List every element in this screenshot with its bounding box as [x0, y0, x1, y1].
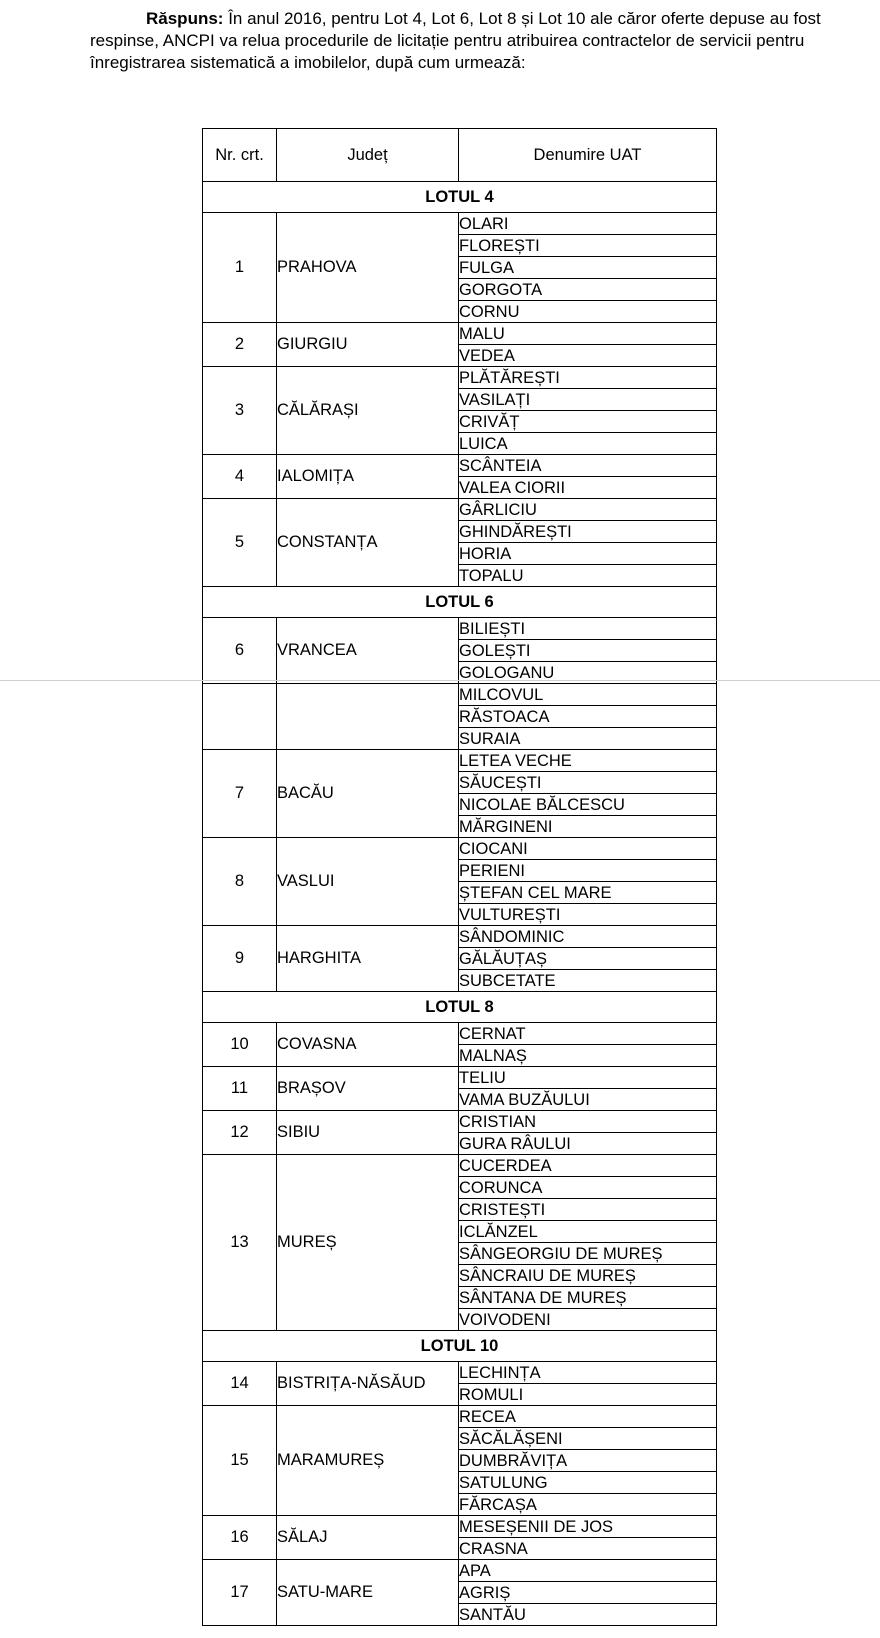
county-name: IALOMIȚA: [277, 455, 459, 499]
uat-name: ȘTEFAN CEL MARE: [459, 882, 717, 904]
uat-name: FLOREȘTI: [459, 235, 717, 257]
uat-name: CORNU: [459, 301, 717, 323]
uat-name: GORGOTA: [459, 279, 717, 301]
uat-name: SANTĂU: [459, 1604, 717, 1626]
uat-name: ICLĂNZEL: [459, 1221, 717, 1243]
row-number: 7: [203, 750, 277, 838]
county-name: COVASNA: [277, 1023, 459, 1067]
uat-name: VULTUREȘTI: [459, 904, 717, 926]
county-name: PRAHOVA: [277, 213, 459, 323]
county-name: CONSTANȚA: [277, 499, 459, 587]
lot-header-row: [203, 587, 717, 618]
row-number: 13: [203, 1155, 277, 1331]
county-name: [277, 684, 459, 750]
uat-name: SCÂNTEIA: [459, 455, 717, 477]
row-number: 16: [203, 1516, 277, 1560]
lot-title: LOTUL 10: [203, 1331, 717, 1362]
uat-name: VEDEA: [459, 345, 717, 367]
county-name: BRAȘOV: [277, 1067, 459, 1111]
uat-name: SÂNGEORGIU DE MUREȘ: [459, 1243, 717, 1265]
table-row: [203, 1516, 717, 1538]
row-number: 10: [203, 1023, 277, 1067]
uat-name: VAMA BUZĂULUI: [459, 1089, 717, 1111]
uat-name: GURA RÂULUI: [459, 1133, 717, 1155]
header-nr-crt: Nr. crt.: [203, 129, 277, 182]
intro-paragraph: [90, 8, 850, 74]
row-number: [203, 684, 277, 750]
intro-text: În anul 2016, pentru Lot 4, Lot 6, Lot 8 și Lot 10 ale căror oferte depuse au fost respinse, ANCPI va relua procedurile de licitație pentru atribuirea contractelor de servicii pentru înregistrarea sistematică a imobilelor, după cum urmează:: [90, 9, 821, 72]
uat-name: CORUNCA: [459, 1177, 717, 1199]
county-name: CĂLĂRAȘI: [277, 367, 459, 455]
lot-title: LOTUL 6: [203, 587, 717, 618]
lot-title: LOTUL 8: [203, 992, 717, 1023]
uat-name: TOPALU: [459, 565, 717, 587]
table-row: [203, 1406, 717, 1428]
uat-table: [202, 128, 717, 1626]
uat-name: SÂNDOMINIC: [459, 926, 717, 948]
county-name: VASLUI: [277, 838, 459, 926]
county-name: BISTRIȚA-NĂSĂUD: [277, 1362, 459, 1406]
table-row: [203, 1111, 717, 1133]
row-number: 14: [203, 1362, 277, 1406]
uat-name: PERIENI: [459, 860, 717, 882]
row-number: 1: [203, 213, 277, 323]
uat-name: GHINDĂREȘTI: [459, 521, 717, 543]
row-number: 17: [203, 1560, 277, 1626]
uat-name: ROMULI: [459, 1384, 717, 1406]
table-row: [203, 499, 717, 521]
county-name: VRANCEA: [277, 618, 459, 684]
uat-table-body: [203, 129, 717, 1626]
uat-name: FULGA: [459, 257, 717, 279]
intro-label: Răspuns:: [146, 9, 224, 28]
uat-name: HORIA: [459, 543, 717, 565]
table-row: [203, 1155, 717, 1177]
uat-name: CUCERDEA: [459, 1155, 717, 1177]
table-row: [203, 1067, 717, 1089]
table-row: [203, 1362, 717, 1384]
uat-name: GÂRLICIU: [459, 499, 717, 521]
table-row: [203, 838, 717, 860]
uat-name: MALU: [459, 323, 717, 345]
uat-name: MILCOVUL: [459, 684, 717, 706]
uat-name: OLARI: [459, 213, 717, 235]
uat-name: GOLEȘTI: [459, 640, 717, 662]
uat-name: CRIVĂȚ: [459, 411, 717, 433]
county-name: BACĂU: [277, 750, 459, 838]
row-number: 8: [203, 838, 277, 926]
uat-name: DUMBRĂVIȚA: [459, 1450, 717, 1472]
county-name: MUREȘ: [277, 1155, 459, 1331]
uat-name: VALEA CIORII: [459, 477, 717, 499]
uat-name: SATULUNG: [459, 1472, 717, 1494]
uat-name: LUICA: [459, 433, 717, 455]
row-number: 4: [203, 455, 277, 499]
county-name: HARGHITA: [277, 926, 459, 992]
uat-name: SÂNTANA DE MUREȘ: [459, 1287, 717, 1309]
uat-name: TELIU: [459, 1067, 717, 1089]
header-denumire-uat: Denumire UAT: [459, 129, 717, 182]
uat-name: CRISTIAN: [459, 1111, 717, 1133]
county-name: SATU-MARE: [277, 1560, 459, 1626]
table-row: [203, 1560, 717, 1582]
county-name: GIURGIU: [277, 323, 459, 367]
header-judet: Județ: [277, 129, 459, 182]
row-number: 6: [203, 618, 277, 684]
lot-header-row: [203, 992, 717, 1023]
row-number: 5: [203, 499, 277, 587]
table-row: [203, 455, 717, 477]
uat-name: SUBCETATE: [459, 970, 717, 992]
table-row: [203, 750, 717, 772]
uat-name: LETEA VECHE: [459, 750, 717, 772]
row-number: 3: [203, 367, 277, 455]
county-name: MARAMUREȘ: [277, 1406, 459, 1516]
table-header-row: [203, 129, 717, 182]
county-name: SĂLAJ: [277, 1516, 459, 1560]
county-name: SIBIU: [277, 1111, 459, 1155]
table-row: [203, 213, 717, 235]
uat-name: CRISTEȘTI: [459, 1199, 717, 1221]
uat-name: CIOCANI: [459, 838, 717, 860]
uat-name: CERNAT: [459, 1023, 717, 1045]
lot-header-row: [203, 182, 717, 213]
uat-name: GOLOGANU: [459, 662, 717, 684]
table-row: [203, 926, 717, 948]
page-break-line: [0, 680, 880, 681]
table-row: [203, 367, 717, 389]
table-row: [203, 618, 717, 640]
uat-name: PLĂTĂREȘTI: [459, 367, 717, 389]
uat-name: MESEȘENII DE JOS: [459, 1516, 717, 1538]
uat-name: SURAIA: [459, 728, 717, 750]
lot-title: LOTUL 4: [203, 182, 717, 213]
uat-name: AGRIȘ: [459, 1582, 717, 1604]
row-number: 11: [203, 1067, 277, 1111]
uat-name: VASILAȚI: [459, 389, 717, 411]
uat-name: SĂUCEȘTI: [459, 772, 717, 794]
uat-name: CRASNA: [459, 1538, 717, 1560]
row-number: 12: [203, 1111, 277, 1155]
table-row: [203, 323, 717, 345]
uat-name: LECHINȚA: [459, 1362, 717, 1384]
uat-name: VOIVODENI: [459, 1309, 717, 1331]
uat-name: SÂNCRAIU DE MUREȘ: [459, 1265, 717, 1287]
lot-header-row: [203, 1331, 717, 1362]
row-number: 2: [203, 323, 277, 367]
row-number: 9: [203, 926, 277, 992]
uat-name: FĂRCAȘA: [459, 1494, 717, 1516]
uat-name: MĂRGINENI: [459, 816, 717, 838]
uat-name: GĂLĂUȚAȘ: [459, 948, 717, 970]
uat-name: RĂSTOACA: [459, 706, 717, 728]
table-row: [203, 684, 717, 706]
uat-name: SĂCĂLĂȘENI: [459, 1428, 717, 1450]
uat-name: NICOLAE BĂLCESCU: [459, 794, 717, 816]
uat-name: RECEA: [459, 1406, 717, 1428]
row-number: 15: [203, 1406, 277, 1516]
uat-name: MALNAȘ: [459, 1045, 717, 1067]
uat-name: APA: [459, 1560, 717, 1582]
table-row: [203, 1023, 717, 1045]
uat-name: BILIEȘTI: [459, 618, 717, 640]
